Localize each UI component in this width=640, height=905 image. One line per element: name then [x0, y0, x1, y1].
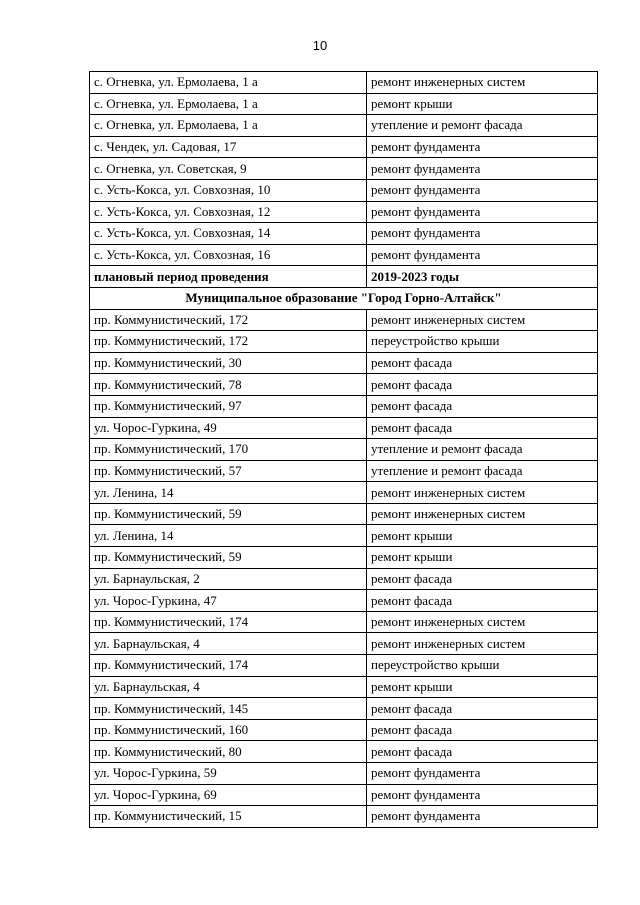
work-type-cell: ремонт инженерных систем	[367, 611, 598, 633]
address-cell: пр. Коммунистический, 160	[90, 719, 367, 741]
work-type-cell: ремонт фасада	[367, 374, 598, 396]
work-type-cell: ремонт фундамента	[367, 763, 598, 785]
address-cell: пр. Коммунистический, 80	[90, 741, 367, 763]
work-type-cell: переустройство крыши	[367, 331, 598, 353]
table-row	[90, 482, 598, 504]
table-row	[90, 395, 598, 417]
repair-register-table	[89, 71, 598, 828]
address-cell: с. Огневка, ул. Ермолаева, 1 а	[90, 115, 367, 137]
address-cell: пр. Коммунистический, 59	[90, 503, 367, 525]
address-cell: пр. Коммунистический, 59	[90, 547, 367, 569]
address-cell: пр. Коммунистический, 145	[90, 698, 367, 720]
page-number: 10	[312, 38, 328, 53]
work-type-cell: ремонт крыши	[367, 525, 598, 547]
work-type-cell: ремонт фасада	[367, 590, 598, 612]
table-row	[90, 525, 598, 547]
address-cell: пр. Коммунистический, 172	[90, 331, 367, 353]
work-type-cell: ремонт фундамента	[367, 179, 598, 201]
address-cell: пр. Коммунистический, 174	[90, 611, 367, 633]
work-type-cell: ремонт фундамента	[367, 136, 598, 158]
table-row	[90, 223, 598, 245]
table-row	[90, 115, 598, 137]
address-cell: пр. Коммунистический, 30	[90, 352, 367, 374]
address-cell: ул. Ленина, 14	[90, 482, 367, 504]
table-row	[90, 439, 598, 461]
address-cell: пр. Коммунистический, 97	[90, 395, 367, 417]
work-type-cell: утепление и ремонт фасада	[367, 439, 598, 461]
table-row	[90, 72, 598, 94]
municipality-title: Муниципальное образование "Город Горно-Алтайск"	[90, 287, 598, 309]
work-type-cell: ремонт фундамента	[367, 244, 598, 266]
table-row	[90, 158, 598, 180]
work-type-cell: ремонт инженерных систем	[367, 503, 598, 525]
work-type-cell: ремонт фундамента	[367, 784, 598, 806]
planned-period-value: 2019-2023 годы	[367, 266, 598, 288]
work-type-cell: утепление и ремонт фасада	[367, 460, 598, 482]
planned-period-label: плановый период проведения	[90, 266, 367, 288]
address-cell: пр. Коммунистический, 15	[90, 806, 367, 828]
table-row	[90, 590, 598, 612]
work-type-cell: ремонт крыши	[367, 547, 598, 569]
work-type-cell: ремонт фасада	[367, 719, 598, 741]
table-row	[90, 352, 598, 374]
municipality-header-row	[90, 287, 598, 309]
address-cell: с. Усть-Кокса, ул. Совхозная, 16	[90, 244, 367, 266]
table-body-top	[90, 72, 598, 310]
table-row	[90, 806, 598, 828]
table-row	[90, 201, 598, 223]
work-type-cell: ремонт фундамента	[367, 806, 598, 828]
address-cell: с. Усть-Кокса, ул. Совхозная, 14	[90, 223, 367, 245]
table-row	[90, 417, 598, 439]
work-type-cell: ремонт инженерных систем	[367, 72, 598, 94]
address-cell: ул. Барнаульская, 2	[90, 568, 367, 590]
table-row	[90, 460, 598, 482]
address-cell: с. Усть-Кокса, ул. Совхозная, 12	[90, 201, 367, 223]
address-cell: ул. Ленина, 14	[90, 525, 367, 547]
table-row	[90, 309, 598, 331]
address-cell: пр. Коммунистический, 172	[90, 309, 367, 331]
work-type-cell: ремонт инженерных систем	[367, 482, 598, 504]
address-cell: с. Огневка, ул. Ермолаева, 1 а	[90, 72, 367, 94]
address-cell: пр. Коммунистический, 170	[90, 439, 367, 461]
address-cell: с. Чендек, ул. Садовая, 17	[90, 136, 367, 158]
work-type-cell: утепление и ремонт фасада	[367, 115, 598, 137]
table-row	[90, 374, 598, 396]
work-type-cell: ремонт фасада	[367, 698, 598, 720]
address-cell: ул. Барнаульская, 4	[90, 633, 367, 655]
address-cell: ул. Чорос-Гуркина, 49	[90, 417, 367, 439]
table-row	[90, 244, 598, 266]
table-row	[90, 676, 598, 698]
work-type-cell: ремонт фасада	[367, 568, 598, 590]
table-row	[90, 741, 598, 763]
work-type-cell: ремонт крыши	[367, 93, 598, 115]
work-type-cell: ремонт фасада	[367, 741, 598, 763]
table-row	[90, 719, 598, 741]
work-type-cell: ремонт фундамента	[367, 158, 598, 180]
table-row	[90, 784, 598, 806]
table-row	[90, 547, 598, 569]
work-type-cell: ремонт фундамента	[367, 223, 598, 245]
table-row	[90, 611, 598, 633]
address-cell: с. Огневка, ул. Ермолаева, 1 а	[90, 93, 367, 115]
table-row	[90, 763, 598, 785]
work-type-cell: ремонт фасада	[367, 417, 598, 439]
table-body-bottom	[90, 309, 598, 827]
work-type-cell: ремонт фасада	[367, 395, 598, 417]
address-cell: пр. Коммунистический, 174	[90, 655, 367, 677]
work-type-cell: ремонт фасада	[367, 352, 598, 374]
table-row	[90, 93, 598, 115]
planned-period-row	[90, 266, 598, 288]
address-cell: ул. Чорос-Гуркина, 47	[90, 590, 367, 612]
table-row	[90, 136, 598, 158]
address-cell: с. Усть-Кокса, ул. Совхозная, 10	[90, 179, 367, 201]
address-cell: ул. Чорос-Гуркина, 59	[90, 763, 367, 785]
table-row	[90, 503, 598, 525]
work-type-cell: переустройство крыши	[367, 655, 598, 677]
work-type-cell: ремонт инженерных систем	[367, 633, 598, 655]
table-row	[90, 633, 598, 655]
address-cell: пр. Коммунистический, 78	[90, 374, 367, 396]
address-cell: с. Огневка, ул. Советская, 9	[90, 158, 367, 180]
work-type-cell: ремонт фундамента	[367, 201, 598, 223]
table-row	[90, 179, 598, 201]
address-cell: ул. Чорос-Гуркина, 69	[90, 784, 367, 806]
work-type-cell: ремонт инженерных систем	[367, 309, 598, 331]
work-type-cell: ремонт крыши	[367, 676, 598, 698]
address-cell: пр. Коммунистический, 57	[90, 460, 367, 482]
table-row	[90, 568, 598, 590]
table-row	[90, 331, 598, 353]
address-cell: ул. Барнаульская, 4	[90, 676, 367, 698]
table-row	[90, 698, 598, 720]
table-row	[90, 655, 598, 677]
